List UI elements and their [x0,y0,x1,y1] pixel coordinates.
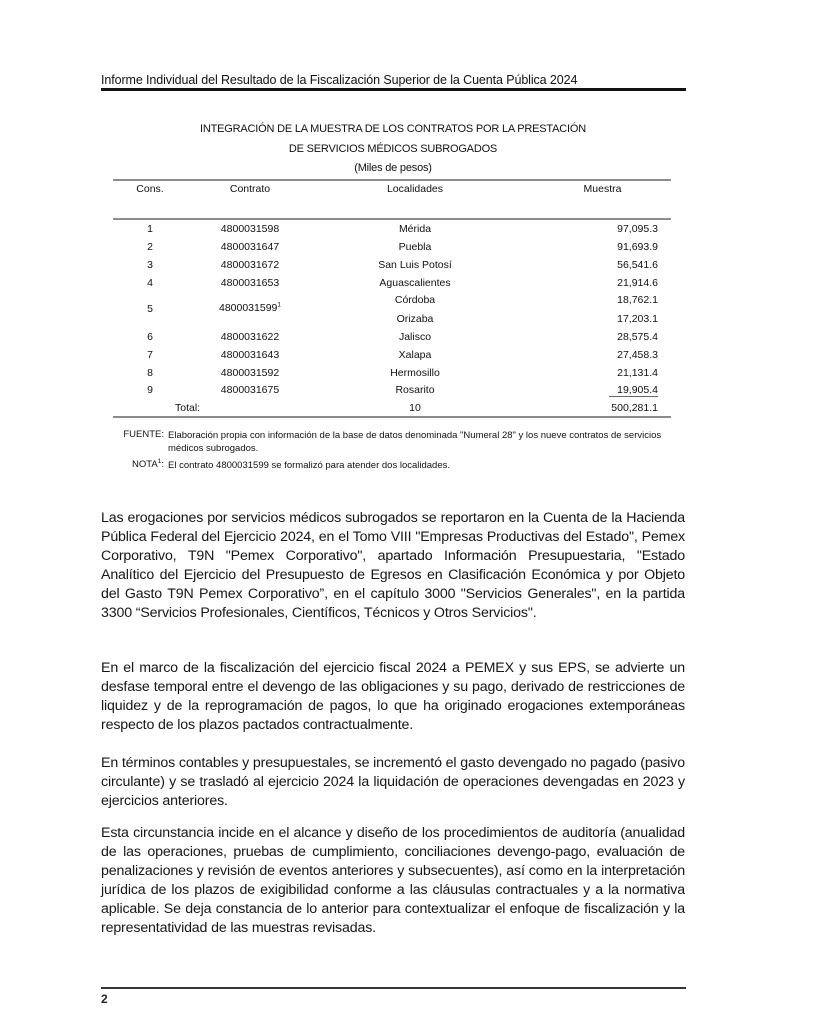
cell-cons: 6 [147,331,153,343]
cell-contrato: 4800031675 [220,384,280,396]
table-top-rule [113,179,671,181]
total-label: Total: [175,402,201,414]
cell-cons: 9 [147,384,153,396]
cell-cons: 1 [147,223,153,235]
total-localidades-count: 10 [409,402,421,414]
table-title-line1: INTEGRACIÓN DE LA MUESTRA DE LOS CONTRATOS POR LA PRESTACIÓN [200,123,586,135]
cell-localidad: Xalapa [398,349,432,361]
cell-contrato: 4800031653 [220,277,280,289]
cell-localidad: San Luis Potosí [378,259,452,271]
footnote-label-colon: : [161,459,164,470]
cell-localidad: Puebla [398,241,432,253]
cell-contrato [195,302,305,314]
table-footnote [118,459,673,472]
column-header-contrato: Contrato [229,183,271,195]
footnote-label-sup: 1 [157,457,162,465]
cell-localidad: Aguascalientes [379,277,451,289]
footnote-text: El contrato 4800031599 se formalizó para atender dos localidades. [168,460,451,471]
cell-muestra: 91,693.9 [617,241,658,253]
cell-localidad: Hermosillo [390,367,440,379]
cell-contrato-number: 4800031599 [218,302,278,314]
cell-muestra: 97,095.3 [617,223,658,235]
cell-muestra: 27,458.3 [617,349,658,361]
cell-contrato: 4800031592 [220,367,280,379]
cell-contrato: 4800031622 [220,331,280,343]
cell-localidad: Córdoba [394,294,436,306]
column-header-cons: Cons. [136,183,164,195]
body-paragraph-4: Esta circunstancia incide en el alcance y diseño de los procedimientos de auditoría (anualidad de las operaciones, pruebas de cumplimiento, conciliaciones devengo-pago, evaluación de penalizaciones y revisión de eventos anteriores y subsecuentes), así como en la interpretación jurídica de los plazos de exigibilidad conforme a las cláusulas contractuales y a la normativa aplicable. Se deja constancia de lo anterior para contextualizar el enfoque de fiscalización y la representatividad de las muestras revisadas. [101,825,685,936]
body-paragraph-3: En términos contables y presupuestales, se incrementó el gasto devengado no pagado (pasivo circulante) y se trasladó al ejercicio 2024 la liquidación de operaciones devengadas en 2023 y ejercicios anteriores. [101,755,685,809]
cell-localidad: Jalisco [398,331,432,343]
table-bottom-rule [113,416,671,418]
header-rule [101,88,686,91]
column-header-localidades: Localidades [386,183,444,195]
footnote-label [118,459,164,470]
cell-muestra [560,384,658,396]
source-label: FUENTE: [123,429,164,440]
body-paragraph-1: Las erogaciones por servicios médicos subrogados se reportaron en la Cuenta de la Hacienda Pública Federal del Ejercicio 2024, en el Tomo VIII "Empresas Productivas del Estado", Pemex Corporativo, T9N "Pemex Corporativo", apartado Información Presupuestaria, "Estado Analítico del Ejercicio del Presupuesto de Egresos en Clasificación Económica y por Objeto del Gasto T9N Pemex Corporativo”, en el capítulo 3000 "Servicios Generales", en la partida 3300 “Servicios Profesionales, Científicos, Técnicos y Otros Servicios". [101,510,685,621]
cell-cons: 4 [147,277,153,289]
cell-muestra-b: 17,203.1 [617,313,658,325]
page-header-title: Informe Individual del Resultado de la Fiscalización Superior de la Cuenta Pública 2024 [101,73,578,87]
cell-cons: 2 [147,241,153,253]
cell-muestra: 18,762.1 [617,294,658,306]
cell-localidad: Rosarito [395,384,435,396]
cell-muestra-underlined: 19,905.4 [609,384,658,397]
table-units: (Miles de pesos) [354,162,432,174]
body-paragraph-2: En el marco de la fiscalización del ejercicio fiscal 2024 a PEMEX y sus EPS, se advierte un desfase temporal entre el devengo de las obligaciones y su pago, derivado de restricciones de liquidez y de la reprogramación de pagos, lo que ha originado erogaciones extemporáneas respecto de los plazos pactados contractualmente. [101,660,685,733]
cell-muestra: 56,541.6 [617,259,658,271]
cell-localidad: Mérida [398,223,432,235]
cell-cons: 8 [147,367,153,379]
cell-localidad-b: Orizaba [396,313,434,325]
total-muestra: 500,281.1 [611,402,658,414]
cell-muestra: 21,131.4 [617,367,658,379]
table-source-note [118,429,673,455]
cell-cons: 3 [147,259,153,271]
footnote-marker: 1 [277,301,282,309]
column-header-muestra: Muestra [583,183,622,195]
page-number: 2 [101,992,108,1006]
cell-muestra: 21,914.6 [617,277,658,289]
cell-cons: 5 [147,303,153,315]
cell-contrato: 4800031598 [220,223,280,235]
footnote-label-text: NOTA [132,459,158,470]
source-text: Elaboración propia con información de la base de datos denominada "Numeral 28" y los nueve contratos de servicios médicos subrogados. [168,430,662,454]
cell-contrato: 4800031647 [220,241,280,253]
table-title-line2: DE SERVICIOS MÉDICOS SUBROGADOS [288,143,498,155]
cell-cons: 7 [147,349,153,361]
cell-contrato: 4800031643 [220,349,280,361]
table-header-rule [113,218,671,220]
cell-contrato: 4800031672 [220,259,280,271]
footer-rule [101,987,686,989]
cell-muestra: 28,575.4 [617,331,658,343]
